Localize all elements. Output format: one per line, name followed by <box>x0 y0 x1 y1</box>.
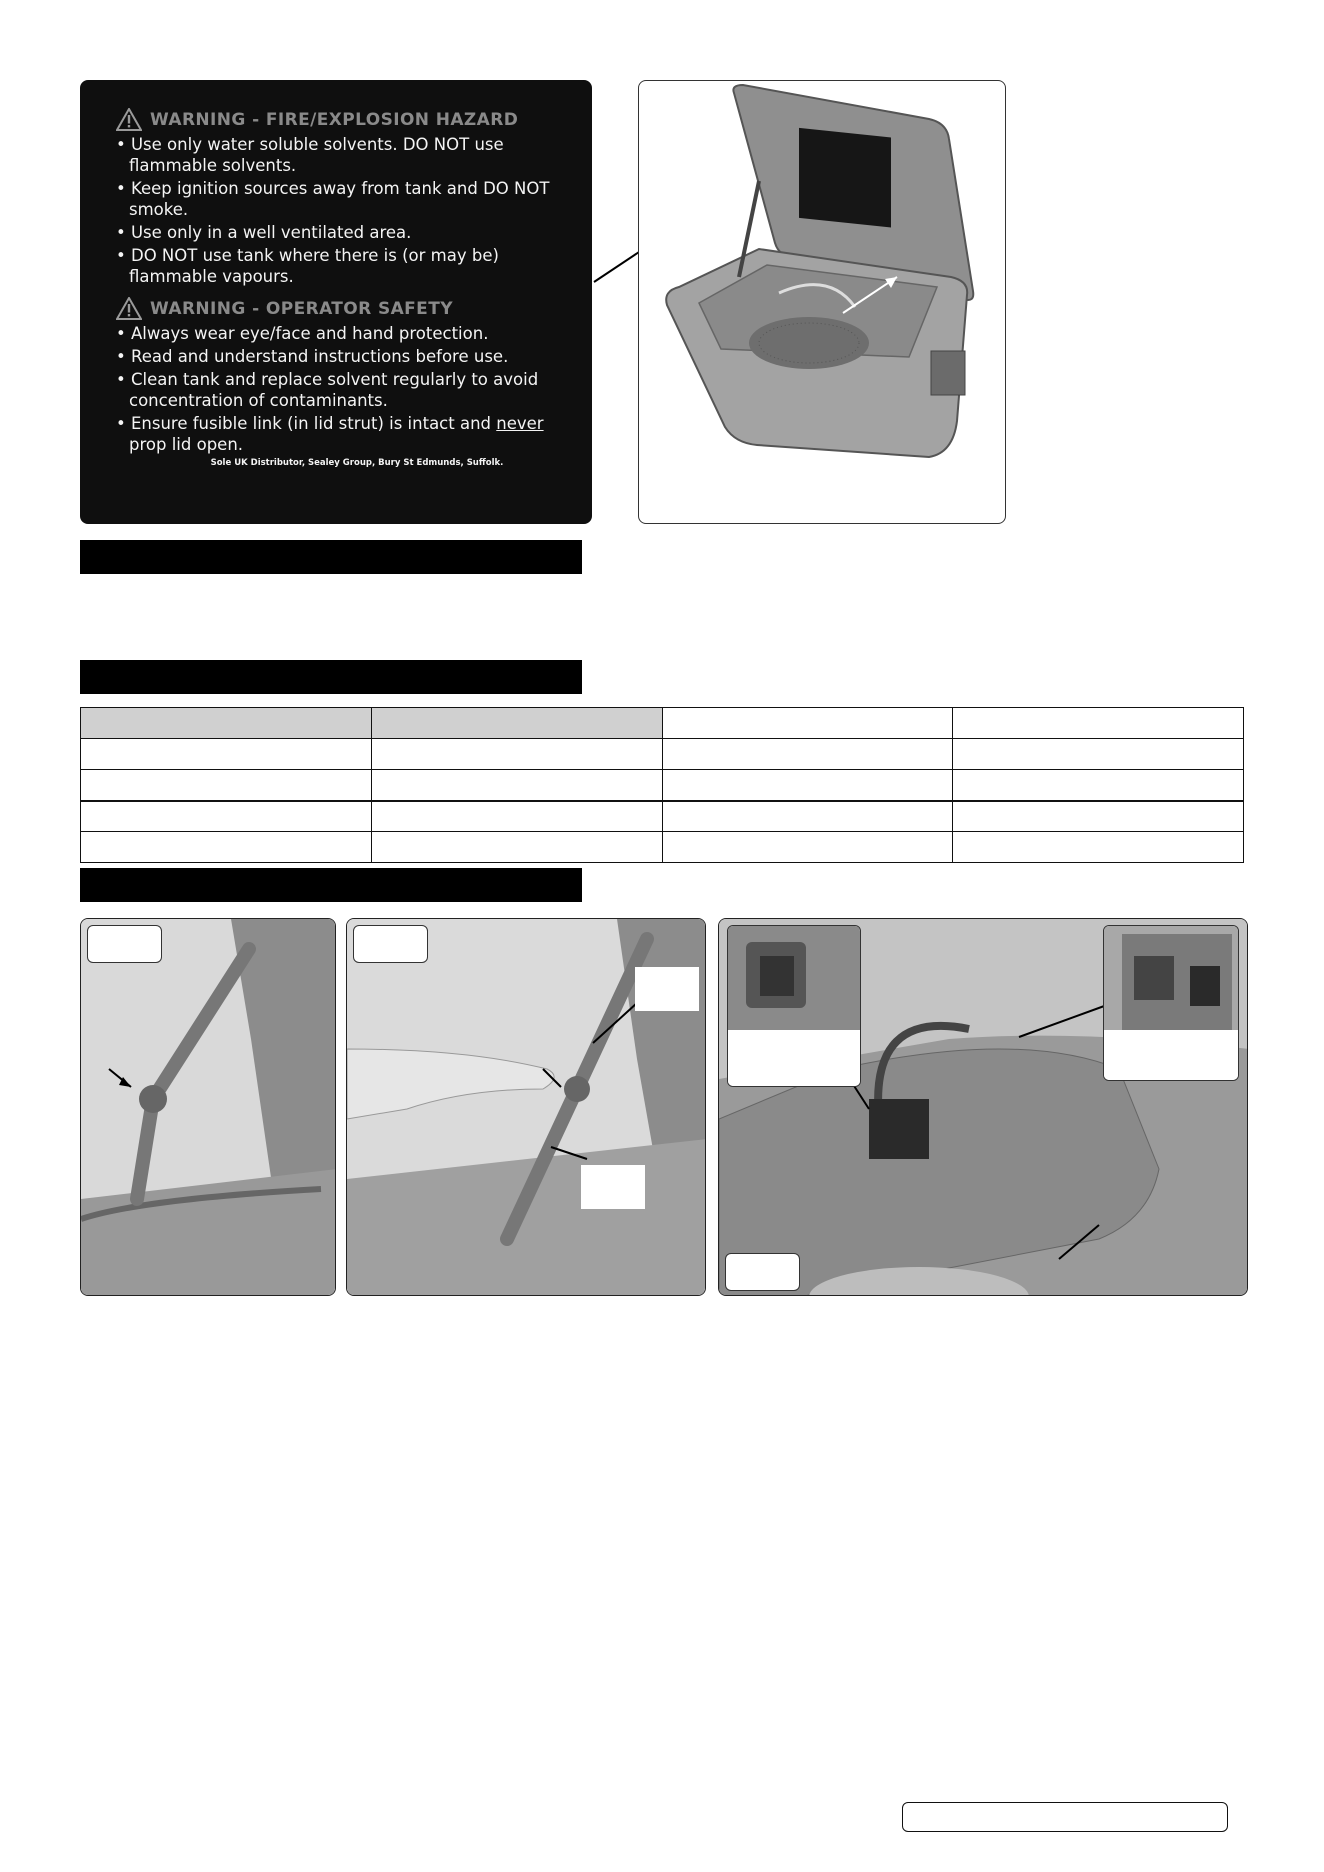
table-cell <box>81 832 372 863</box>
warning-triangle-icon <box>116 297 142 320</box>
table-cell <box>953 832 1244 863</box>
table-cell <box>662 708 953 739</box>
table-row <box>81 770 1244 801</box>
table-cell <box>81 739 372 770</box>
switch-inset-illustration <box>1104 926 1239 1081</box>
table-cell <box>662 832 953 863</box>
safety-warning-item: • Read and understand instructions before use. <box>116 346 558 367</box>
table-cell <box>81 801 372 832</box>
parts-washer-photo <box>638 80 1006 524</box>
table-cell <box>371 770 662 801</box>
table-cell <box>662 770 953 801</box>
figure-label-box <box>725 1253 800 1291</box>
page-number-box <box>902 1802 1228 1832</box>
table-cell <box>662 739 953 770</box>
fire-warning-item: • Keep ignition sources away from tank and DO NOT smoke. <box>116 178 558 220</box>
table-row <box>81 708 1244 739</box>
section-header-bar-3 <box>80 868 582 902</box>
section-header-bar-2 <box>80 660 582 694</box>
safety-warning-title: WARNING - OPERATOR SAFETY <box>150 298 453 319</box>
safety-warning-item: • Clean tank and replace solvent regularly to avoid concentration of contaminants. <box>116 369 558 411</box>
safety-warning-item-fusible-link <box>116 413 558 455</box>
figure-label-box <box>87 925 162 963</box>
table-cell <box>371 708 662 739</box>
callout-box <box>635 967 699 1011</box>
warning-label <box>80 80 592 524</box>
fire-warning-list <box>116 134 558 287</box>
strut-photo-1 <box>81 919 336 1296</box>
table-cell <box>371 832 662 863</box>
fire-warning-heading <box>116 108 558 131</box>
fire-warning-item: • DO NOT use tank where there is (or may be) flammable vapours. <box>116 245 558 287</box>
safety-warning-list <box>116 323 558 455</box>
figure-panel-strut-folded <box>80 918 336 1296</box>
table-cell <box>81 708 372 739</box>
parts-washer-illustration <box>639 81 1006 524</box>
pump-inset-illustration <box>728 926 861 1087</box>
switch-inset-photo <box>1103 925 1239 1081</box>
table-cell <box>953 739 1244 770</box>
section-header-bar-1 <box>80 540 582 574</box>
table-row <box>81 832 1244 863</box>
fire-warning-item: • Use only water soluble solvents. DO NOT use flammable solvents. <box>116 134 558 176</box>
pump-inset-photo <box>727 925 861 1087</box>
figure-label-box <box>353 925 428 963</box>
safety-warning-heading <box>116 297 558 320</box>
fusible-link-text-start: Ensure fusible link (in lid strut) is intact and <box>130 414 497 433</box>
fire-warning-item: • Use only in a well ventilated area. <box>116 222 558 243</box>
warning-triangle-icon <box>116 108 142 131</box>
fusible-link-text-end: prop lid open. <box>129 435 244 454</box>
table-cell <box>662 801 953 832</box>
table-cell <box>953 770 1244 801</box>
figure-panel-pump-and-switch <box>718 918 1248 1296</box>
table-cell <box>81 770 372 801</box>
table-cell <box>371 739 662 770</box>
figure-panel-strut-pointing <box>346 918 706 1296</box>
specification-table <box>80 707 1244 863</box>
table-cell <box>953 801 1244 832</box>
table-row <box>81 801 1244 832</box>
never-underlined: never <box>496 414 544 433</box>
distributor-text: Sole UK Distributor, Sealey Group, Bury St Edmunds, Suffolk. <box>210 458 504 468</box>
safety-warning-item: • Always wear eye/face and hand protection. <box>116 323 558 344</box>
callout-box <box>581 1165 645 1209</box>
table-cell <box>953 708 1244 739</box>
table-cell <box>371 801 662 832</box>
table-row <box>81 739 1244 770</box>
fire-warning-title: WARNING - FIRE/EXPLOSION HAZARD <box>150 109 519 130</box>
